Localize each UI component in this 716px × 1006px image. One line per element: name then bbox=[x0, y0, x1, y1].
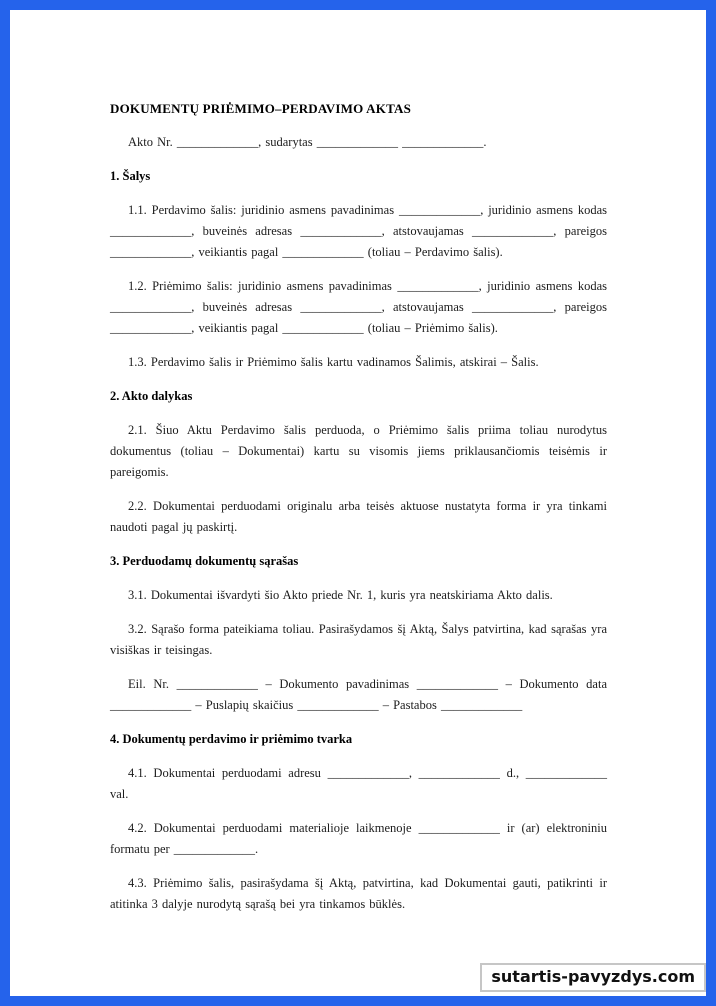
watermark-label: sutartis-pavyzdys.com bbox=[491, 967, 695, 986]
clause-3-2: 3.2. Sąrašo forma pateikiama toliau. Pasirašydamos šį Aktą, Šalys patvirtina, kad sąrašas yra visiškas ir teisingas. bbox=[110, 622, 607, 657]
clause-4-2: 4.2. Dokumentai perduodami materialioje laikmenoje _____________ ir (ar) elektroniniu formatu per _____________. bbox=[110, 821, 607, 856]
intro-line: Akto Nr. _____________, sudarytas _____________ _____________. bbox=[128, 135, 487, 149]
clause-1-3: 1.3. Perdavimo šalis ir Priėmimo šalis kartu vadinamos Šalimis, atskirai – Šalis. bbox=[128, 355, 539, 369]
clause-2-1: 2.1. Šiuo Aktu Perdavimo šalis perduoda, o Priėmimo šalis priima toliau nurodytus dokumentus (toliau – Dokumentai) kartu su visomis jiems priklausančiomis teisėmis ir pareigomis. bbox=[110, 423, 607, 479]
section-3-heading: 3. Perduodamų dokumentų sąrašas bbox=[110, 554, 299, 568]
document-title: DOKUMENTŲ PRIĖMIMO–PERDAVIMO AKTAS bbox=[110, 101, 411, 116]
document-body bbox=[10, 10, 706, 996]
clause-2-2: 2.2. Dokumentai perduodami originalu arba teisės aktuose nustatyta forma ir yra tinkami naudoti pagal jų paskirtį. bbox=[110, 499, 607, 534]
section-1-heading: 1. Šalys bbox=[110, 169, 151, 183]
clause-4-1: 4.1. Dokumentai perduodami adresu _____________, _____________ d., _____________ val. bbox=[110, 766, 607, 801]
clause-1-2: 1.2. Priėmimo šalis: juridinio asmens pavadinimas _____________, juridinio asmens kodas _____________, buveinės adresas _____________, atstovaujamas _____________, pareigos _____________, veikiantis pagal _____________ (toliau – Priėmimo šalis). bbox=[110, 279, 607, 335]
document-list-template-line: Eil. Nr. _____________ – Dokumento pavadinimas _____________ – Dokumento data _____________ – Puslapių skaičius _____________ – Pastabos _____________ bbox=[110, 677, 607, 712]
watermark-badge bbox=[480, 963, 706, 992]
clause-1-1: 1.1. Perdavimo šalis: juridinio asmens pavadinimas _____________, juridinio asmens kodas _____________, buveinės adresas _____________, atstovaujamas _____________, pareigos _____________, veikiantis pagal _____________ (toliau – Perdavimo šalis). bbox=[110, 203, 607, 259]
clause-3-1: 3.1. Dokumentai išvardyti šio Akto priede Nr. 1, kuris yra neatskiriama Akto dalis. bbox=[128, 588, 553, 602]
section-2-heading: 2. Akto dalykas bbox=[110, 389, 193, 403]
clause-4-3: 4.3. Priėmimo šalis, pasirašydama šį Aktą, patvirtina, kad Dokumentai gauti, patikrinti ir atitinka 3 dalyje nurodytą sąrašą bei yra tinkamos būklės. bbox=[110, 876, 607, 911]
section-4-heading: 4. Dokumentų perdavimo ir priėmimo tvarka bbox=[110, 732, 353, 746]
